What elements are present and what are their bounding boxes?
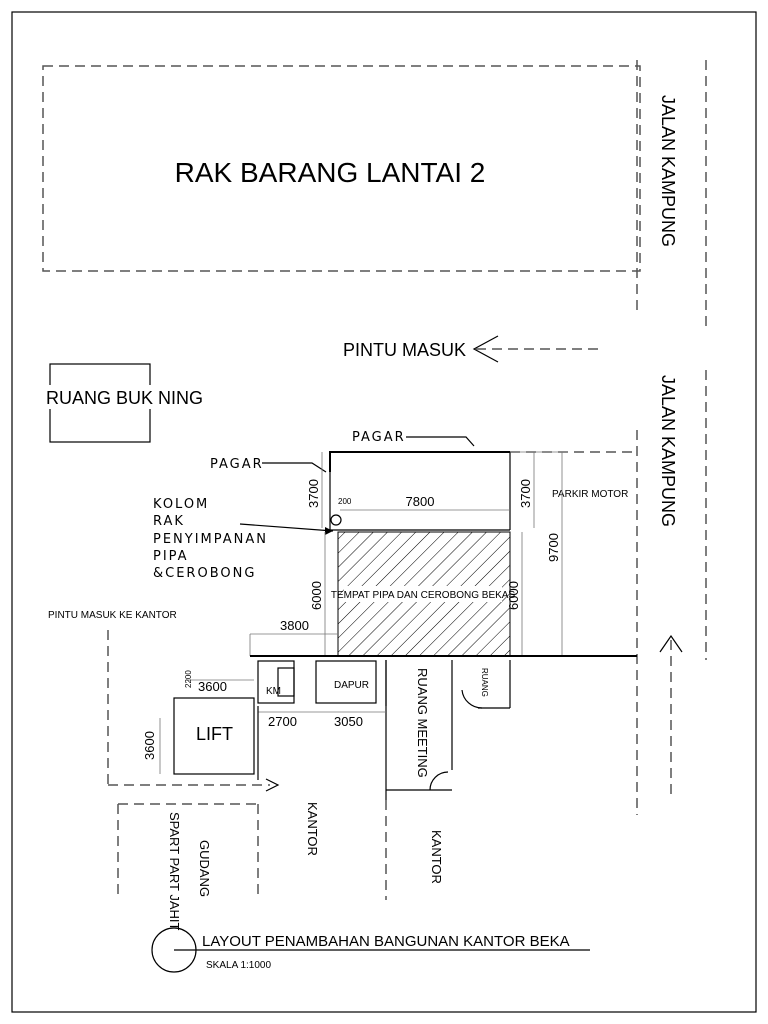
right-arrow-icon [266,779,278,791]
dim-3600-v: 3600 [142,731,157,760]
dim-3600-h: 3600 [198,679,227,694]
dim-3800: 3800 [280,618,309,633]
pagar-fence [330,452,510,472]
dim-3700-left: 3700 [306,479,321,508]
dim-3700-right: 3700 [518,479,533,508]
kolom-note-line-5: &CEROBONG [153,566,257,581]
kolom-note-line-4: PIPA [153,549,189,564]
pagar-left-label: PAGAR [210,457,264,472]
pintu-masuk-label: PINTU MASUK [343,340,467,360]
dim-200-top: 200 [338,497,352,506]
kolom-leader [240,524,333,531]
tempat-pipa-label: TEMPAT PIPA DAN CEROBONG BEKAS [330,590,516,601]
dim-9700: 9700 [546,533,561,562]
pagar-left-leader [262,463,326,472]
dim-3050: 3050 [334,714,363,729]
rak-barang-label: RAK BARANG LANTAI 2 [174,157,486,188]
dim-6000-right: 6000 [506,581,521,610]
ruang-meeting-label: RUANG MEETING [415,668,430,778]
ruang-bukning-label: RUANG BUK NING [46,388,204,408]
kolom-note-line-2: RAK [153,514,185,529]
pintu-masuk-kantor-label: PINTU MASUK KE KANTOR [48,610,177,621]
jalan-kampung-top-label: JALAN KAMPUNG [658,95,678,248]
dapur-label: DAPUR [334,680,370,691]
pagar-top-label: PAGAR [352,430,406,445]
dim-7800: 7800 [405,494,435,509]
jalan-kampung-right-label: JALAN KAMPUNG [658,375,678,528]
lift-label: LIFT [196,724,234,744]
meeting-door-swing [430,772,448,790]
kantor-1-label: KANTOR [305,802,320,856]
gudang-label: GUDANG [197,840,212,898]
parkir-motor-label: PARKIR MOTOR [552,489,629,500]
kolom-marker [331,515,341,525]
dim-6000-left: 6000 [309,581,324,610]
dim-2200: 2200 [184,670,193,688]
kantor-2-label: KANTOR [429,830,444,884]
scale-text: SKALA 1:1000 [206,960,272,971]
dim-2700: 2700 [268,714,297,729]
km-label: KM [266,686,281,697]
kolom-note-line-1: KOLOM [153,497,210,512]
spart-part-jahit-label: SPART PART JAHIT [167,812,182,931]
title-text: LAYOUT PENAMBAHAN BANGUNAN KANTOR BEKA [202,933,570,950]
pagar-top-leader [406,437,474,446]
ruang-door-swing [462,690,482,708]
kolom-leader-arrow-icon [325,527,333,535]
ruang-label: RUANG [480,668,489,697]
kolom-note-line-3: PENYIMPANAN [153,532,269,547]
